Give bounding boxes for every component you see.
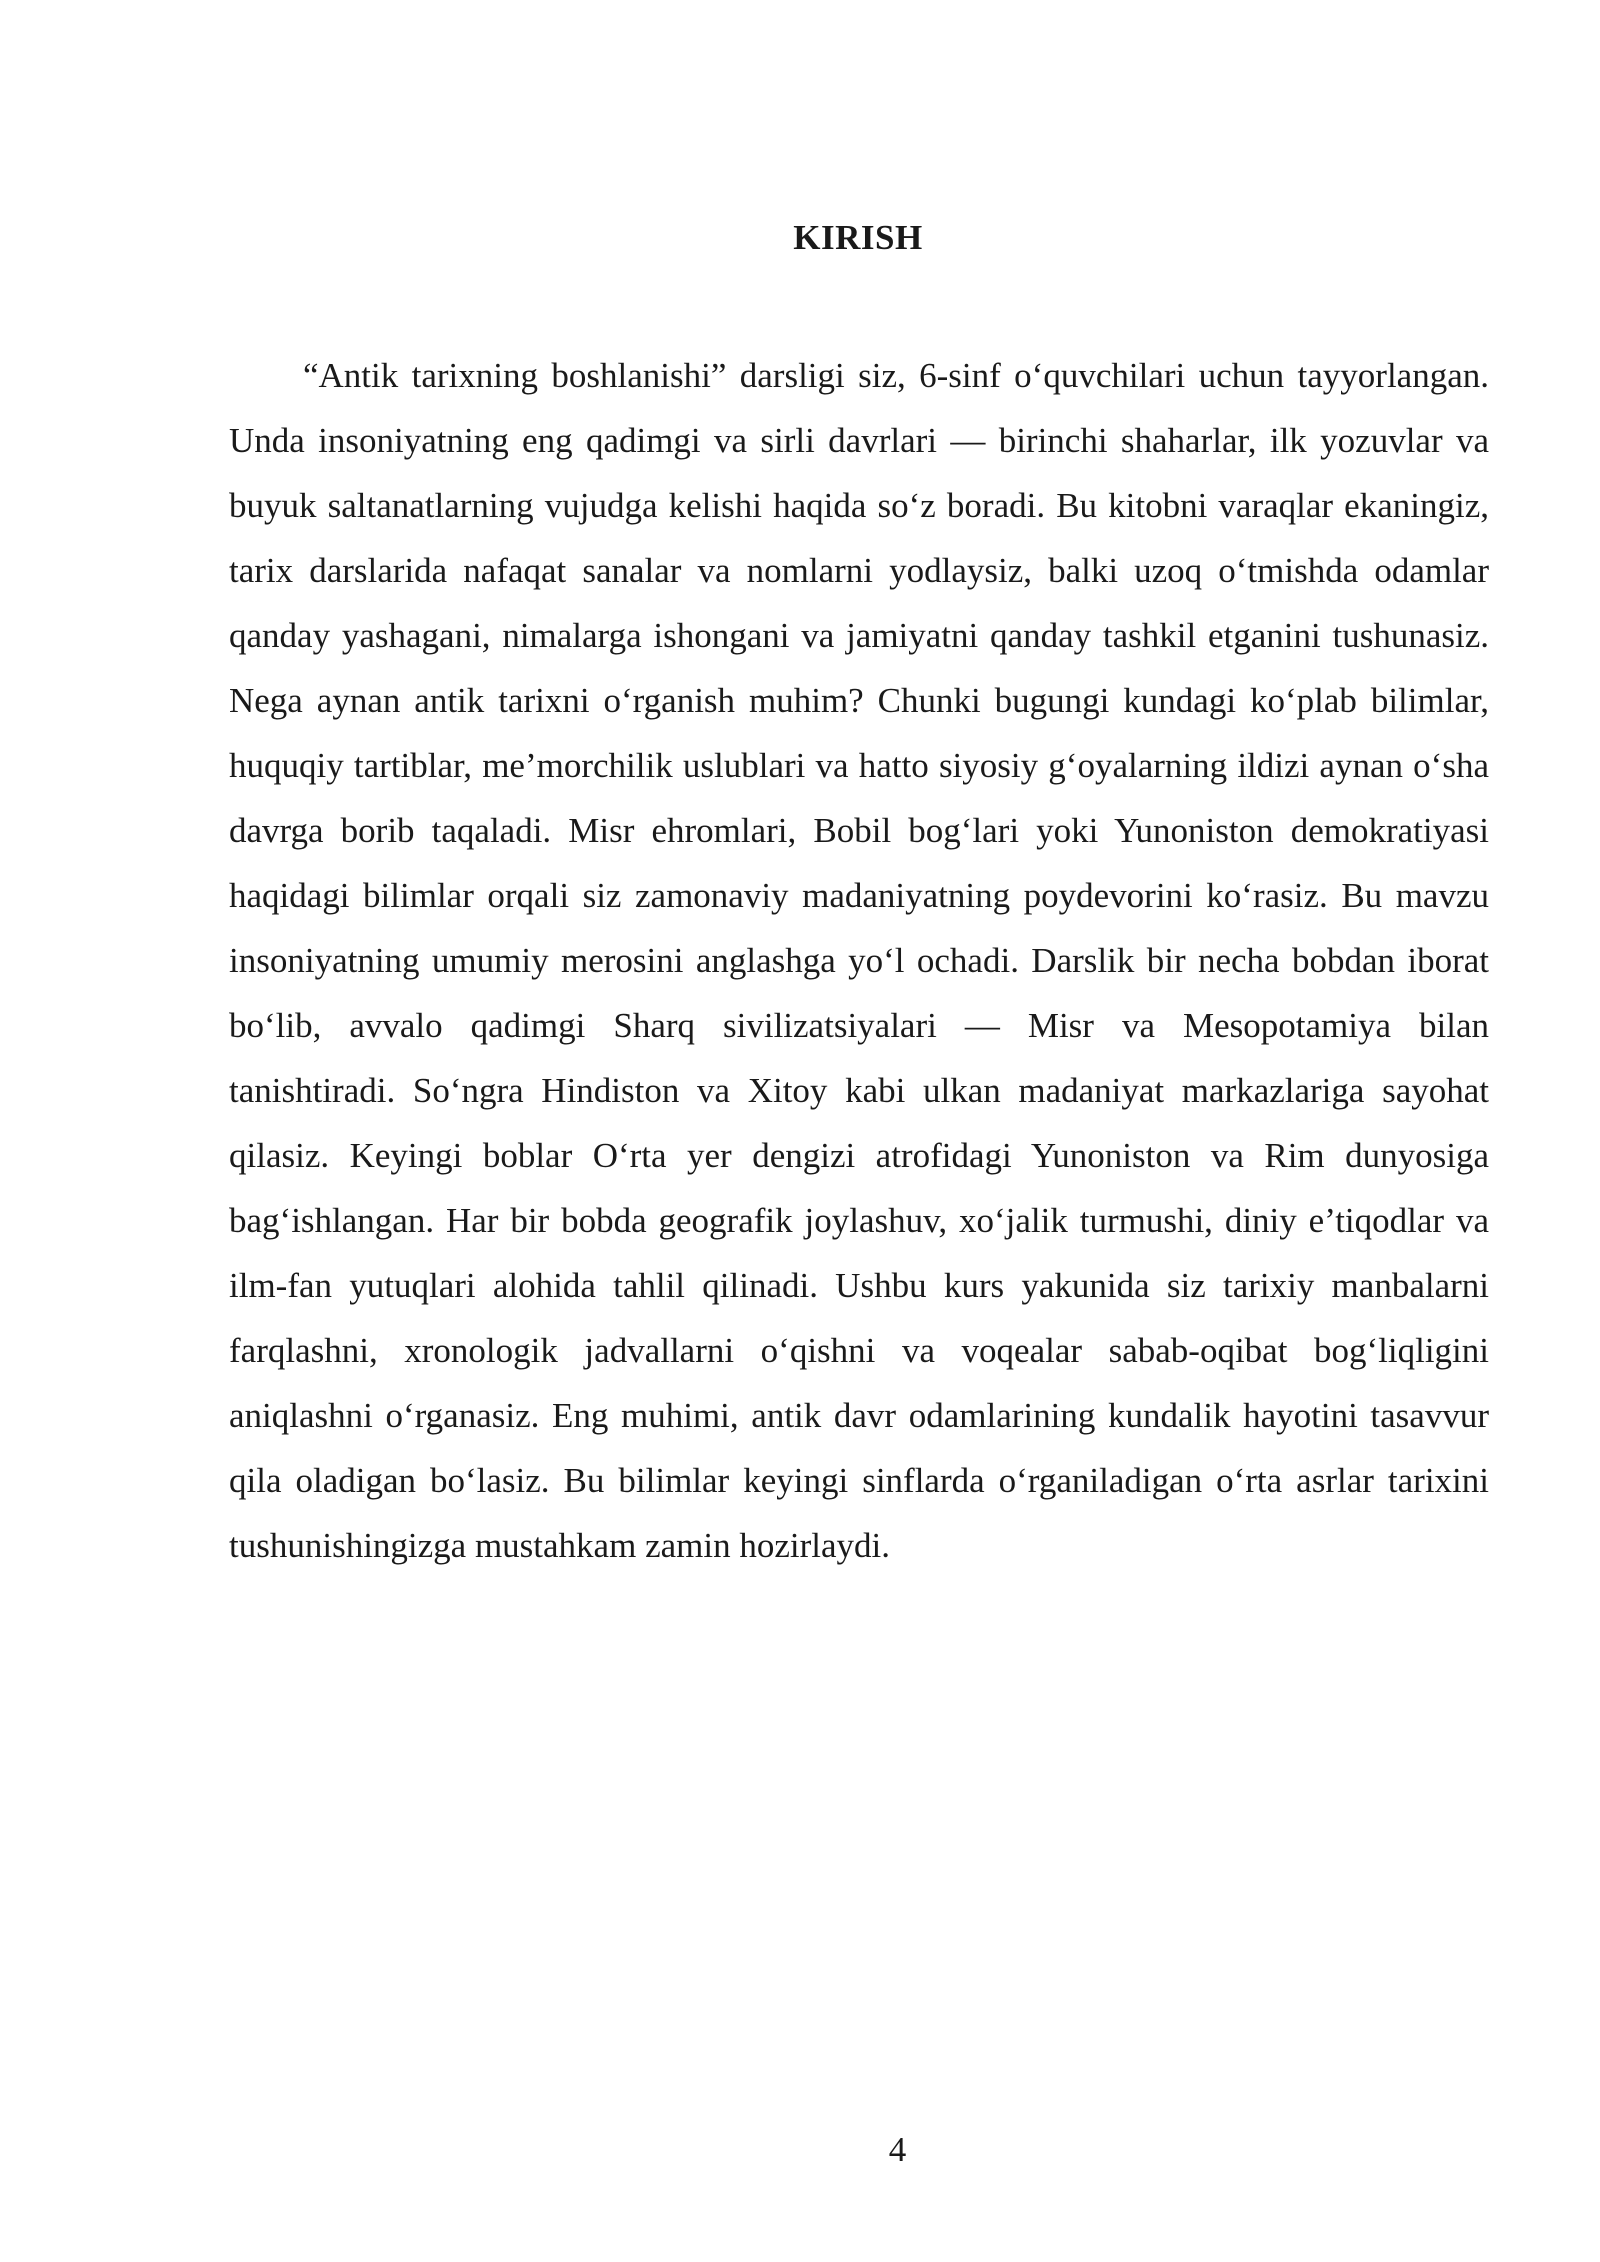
intro-paragraph: “Antik tarixning boshlanishi” darsligi siz, 6-sinf o‘quvchilari uchun tayyorlangan. Unda insoniyatning eng qadimgi va sirli davrlari — birinchi shaharlar, ilk yozuvlar va buyuk saltanatlarning vujudga kelishi haqida so‘z boradi. Bu kitobni varaqlar ekaningiz, tarix darslarida nafaqat sanalar va nomlarni yodlaysiz, balki uzoq o‘tmishda odamlar qanday yashagani, nimalarga ishongani va jamiyatni qanday tashkil etganini tushunasiz. Nega aynan antik tarixni o‘rganish muhim? Chunki bugungi kundagi ko‘plab bilimlar, huquqiy tartiblar, me’morchilik uslublari va hatto siyosiy g‘oyalarning ildizi aynan o‘sha davrga borib taqaladi. Misr ehromlari, Bobil bog‘lari yoki Yunoniston demokratiyasi haqidagi bilimlar orqali siz zamonaviy madaniyatning poydevorini ko‘rasiz. Bu mavzu insoniyatning umumiy merosini anglashga yo‘l ochadi. Darslik bir necha bobdan iborat bo‘lib, avvalo qadimgi Sharq sivilizatsiyalari — Misr va Mesopotamiya bilan tanishtiradi. So‘ngra Hindiston va Xitoy kabi ulkan madaniyat markazlariga sayohat qilasiz. Keyingi boblar O‘rta yer dengizi atrofidagi Yunoniston va Rim dunyosiga bag‘ishlangan. Har bir bobda geografik joylashuv, xo‘jalik turmushi, diniy e’tiqodlar va ilm-fan yutuqlari alohida tahlil qilinadi. Ushbu kurs yakunida siz tarixiy manbalarni farqlashni, xronologik jadvallarni o‘qishni va voqealar sabab-oqibat bog‘liqligini aniqlashni o‘rganasiz. Eng muhimi, antik davr odamlarining kundalik hayotini tasavvur qila oladigan bo‘lasiz. Bu bilimlar keyingi sinflarda o‘rganiladigan o‘rta asrlar tarixini tushunishingizga mustahkam zamin hozirlaydi. bbox=[229, 356, 1489, 1565]
page-title: KIRISH bbox=[793, 218, 923, 257]
page-number: 4 bbox=[888, 2130, 907, 2169]
